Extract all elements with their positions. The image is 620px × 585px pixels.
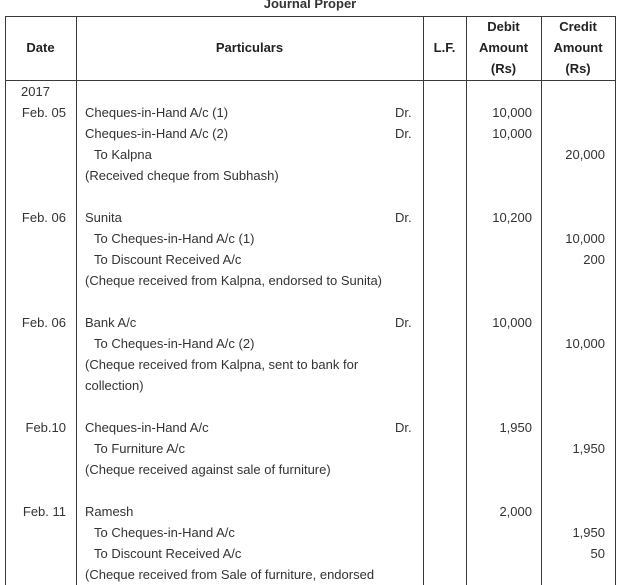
debit-amount: 10,000 — [492, 315, 532, 330]
credit-amount: 10,000 — [565, 231, 605, 246]
account-line: Cheques-in-Hand A/c (2) — [85, 126, 229, 141]
header-debit-line1: Debit — [487, 19, 520, 34]
narration: (Cheque received from Kalpna, endorsed to Sunita) — [85, 273, 383, 288]
narration: (Received cheque from Subhash) — [85, 168, 279, 183]
debit-amount: 10,000 — [492, 126, 532, 141]
account-line: Cheques-in-Hand A/c — [85, 420, 209, 435]
credit-amount: 200 — [583, 252, 605, 267]
credit-account-line: To Cheques-in-Hand A/c (2) — [94, 336, 255, 351]
column-divider-date — [76, 16, 77, 585]
header-date: Date — [26, 40, 55, 55]
dr-marker: Dr. — [395, 315, 412, 330]
entry-date: Feb. 11 — [22, 504, 66, 519]
header-credit-line1: Credit — [559, 19, 597, 34]
entry-date: Feb.10 — [25, 420, 66, 435]
entry-date: Feb. 06 — [21, 315, 66, 330]
account-line: Cheques-in-Hand A/c (1) — [85, 105, 229, 120]
credit-amount: 20,000 — [565, 147, 605, 162]
narration: (Cheque received from Kalpna, sent to bank for — [85, 357, 359, 372]
column-divider-right — [615, 16, 616, 585]
account-line: Sunita — [85, 210, 122, 225]
dr-marker: Dr. — [395, 210, 412, 225]
header-credit-line3: (Rs) — [565, 61, 591, 76]
account-line: Ramesh — [85, 504, 134, 519]
credit-account-line: To Furniture A/c — [94, 441, 186, 456]
narration: (Cheque received from Sale of furniture, endorsed — [85, 567, 375, 582]
credit-amount: 1,950 — [572, 525, 605, 540]
column-divider-particulars — [423, 16, 424, 585]
credit-amount: 50 — [590, 546, 605, 561]
credit-account-line: To Cheques-in-Hand A/c (1) — [94, 231, 255, 246]
debit-amount: 1,950 — [499, 420, 532, 435]
credit-account-line: To Cheques-in-Hand A/c — [94, 525, 235, 540]
header-lf: L.F. — [433, 40, 456, 55]
header-debit-line2: Amount — [478, 40, 529, 55]
credit-amount: 10,000 — [565, 336, 605, 351]
entry-date: Feb. 05 — [21, 105, 66, 120]
dr-marker: Dr. — [395, 105, 412, 120]
credit-account-line: To Discount Received A/c — [94, 252, 242, 267]
debit-amount: 10,200 — [492, 210, 532, 225]
header-bottom-border — [5, 80, 616, 81]
credit-amount: 1,950 — [572, 441, 605, 456]
dr-marker: Dr. — [395, 126, 412, 141]
narration: collection) — [85, 378, 144, 393]
narration: (Cheque received against sale of furniture) — [85, 462, 331, 477]
entry-date: Feb. 06 — [21, 210, 66, 225]
debit-amount: 2,000 — [499, 504, 532, 519]
account-line: Bank A/c — [85, 315, 137, 330]
debit-amount: 10,000 — [492, 105, 532, 120]
year-label: 2017 — [21, 84, 50, 99]
header-particulars: Particulars — [215, 40, 284, 55]
header-debit-line3: (Rs) — [490, 61, 517, 76]
journal-title: Journal Proper — [263, 0, 357, 11]
dr-marker: Dr. — [395, 420, 412, 435]
column-divider-debit — [541, 16, 542, 585]
credit-account-line: To Kalpna — [94, 147, 152, 162]
credit-account-line: To Discount Received A/c — [94, 546, 242, 561]
header-credit-line2: Amount — [553, 40, 603, 55]
